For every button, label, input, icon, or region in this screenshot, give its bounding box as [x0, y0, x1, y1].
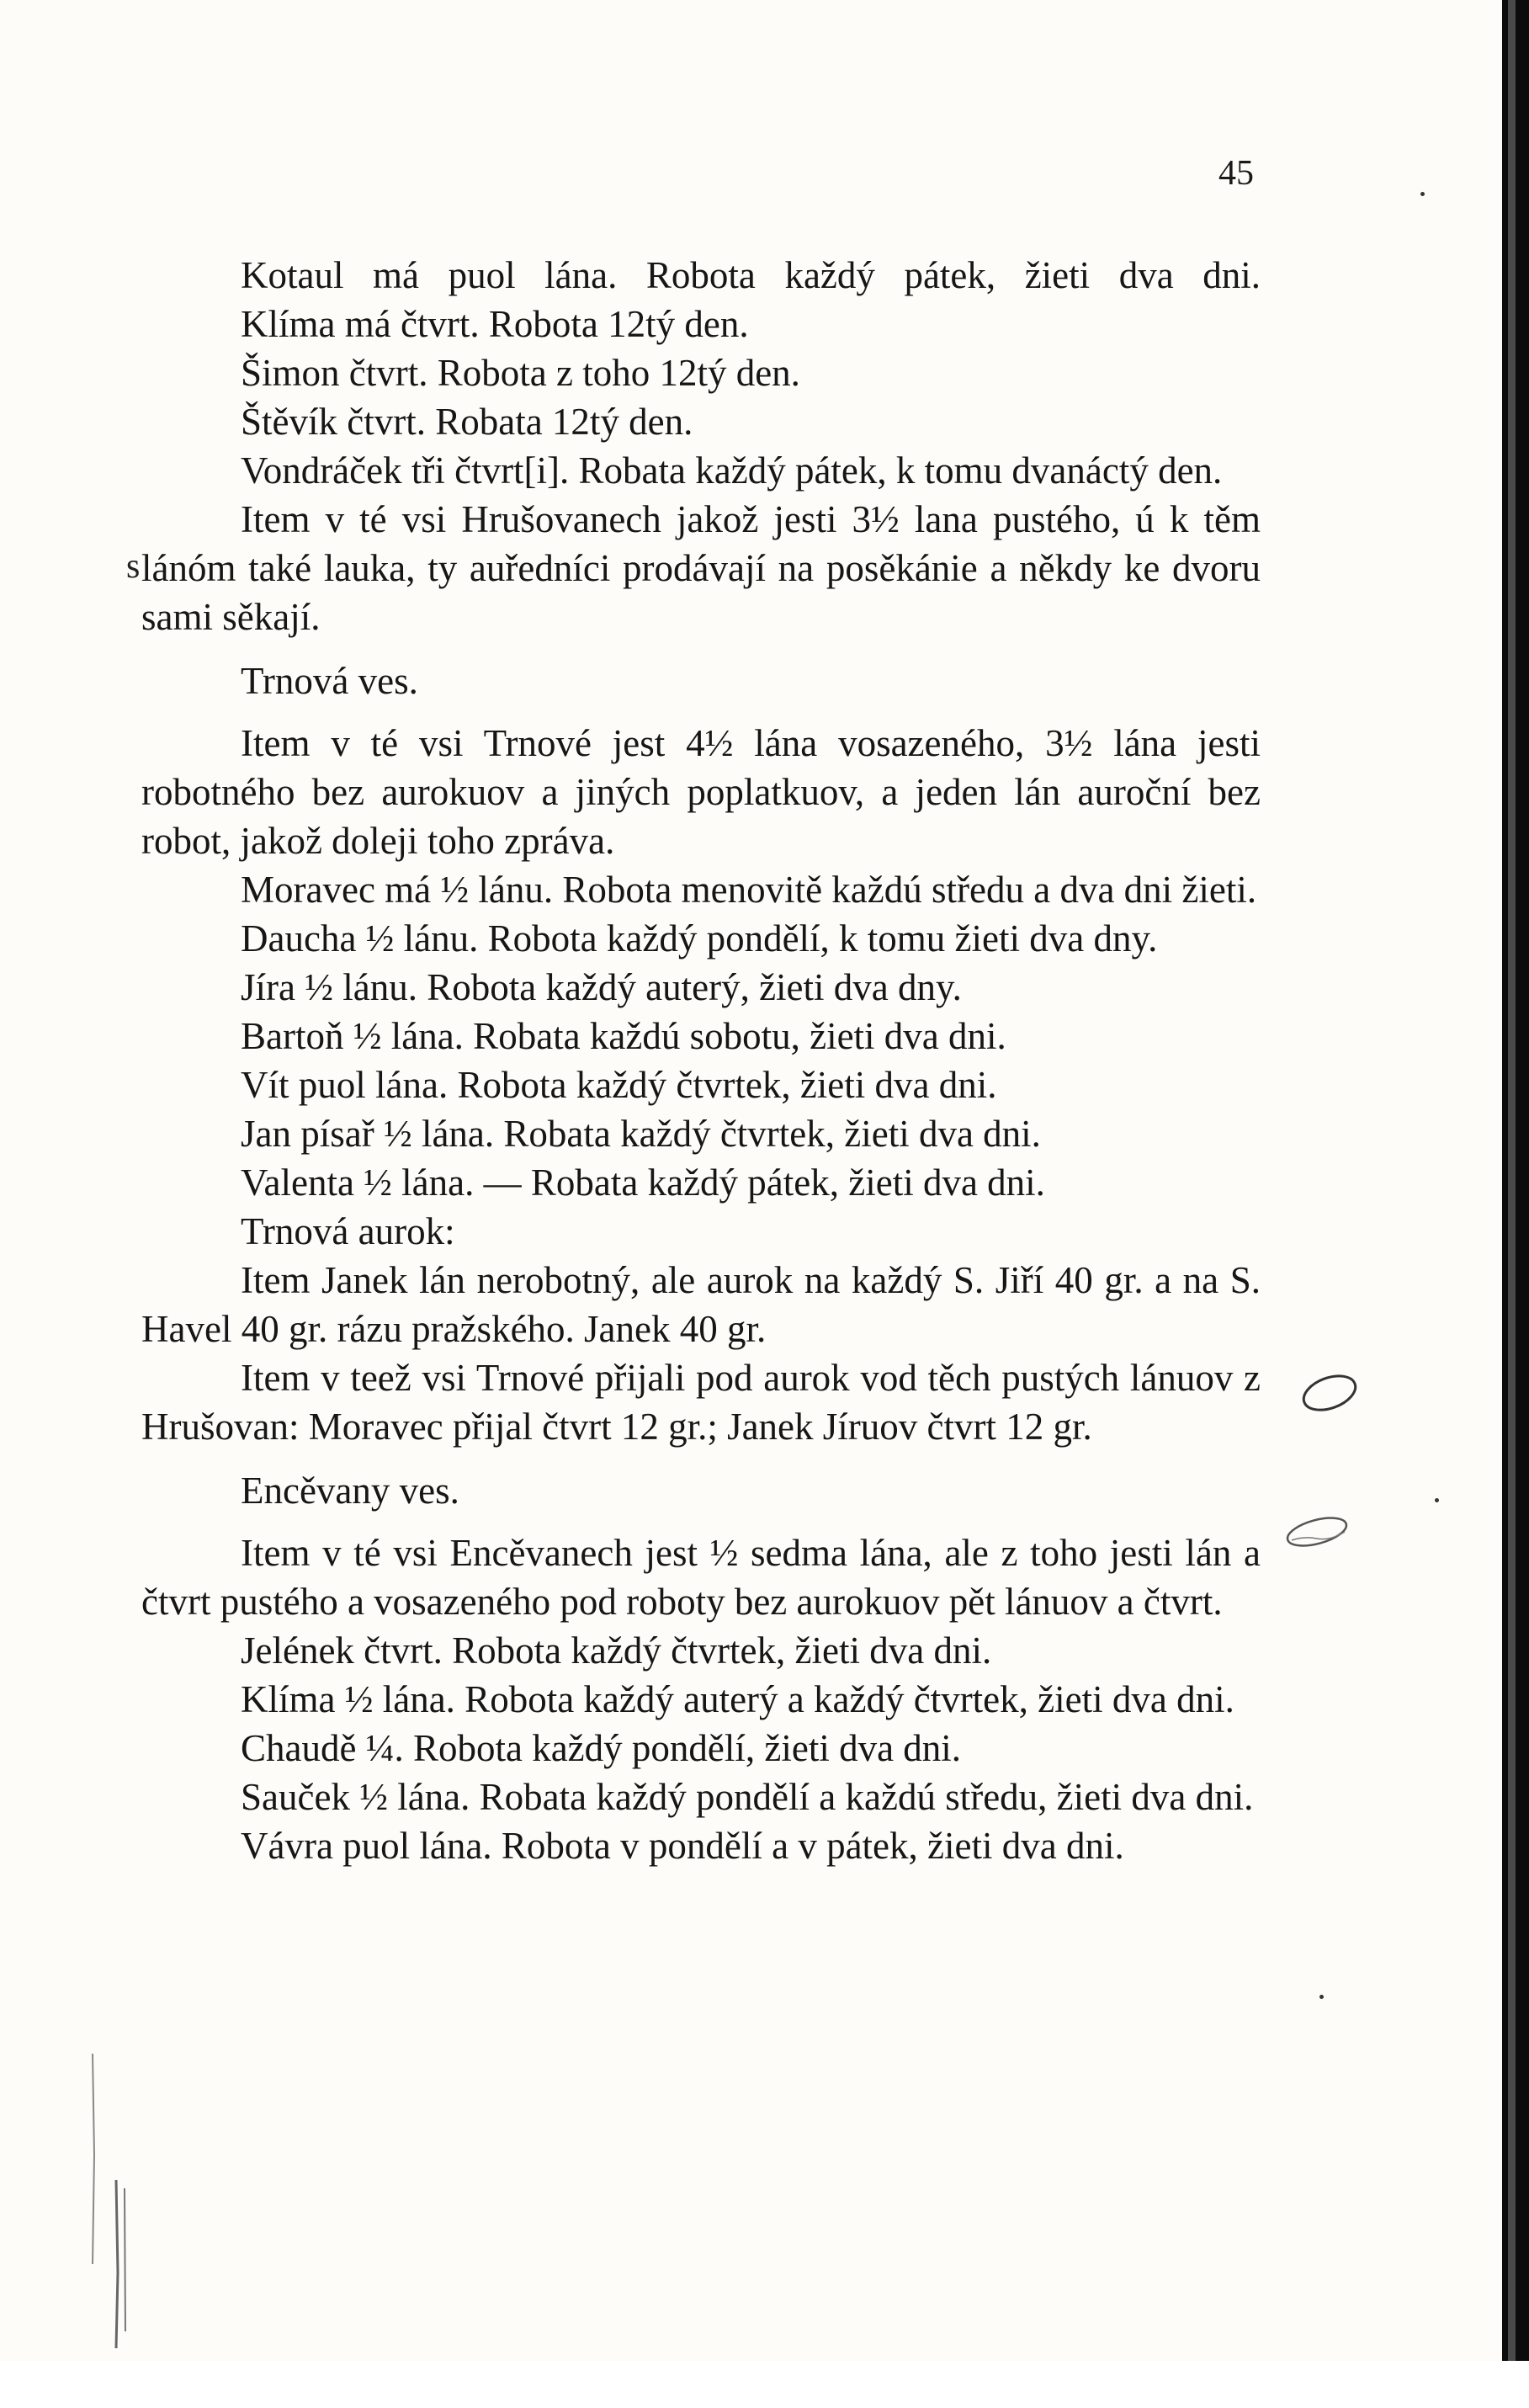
paragraph-stevik: Štěvík čtvrt. Robata 12tý den.	[241, 401, 693, 443]
paragraph-jira: Jíra ½ lánu. Robota každý auterý, žieti dva dny.	[241, 966, 962, 1008]
paragraph-simon: Šimon čtvrt. Robota z toho 12tý den.	[241, 352, 800, 394]
paragraph-klima: Klíma má čtvrt. Robota 12tý den.	[241, 303, 749, 345]
paragraph-jan-pisar: Jan písař ½ lána. Robata každý čtvrtek, žieti dva dni.	[241, 1113, 1041, 1155]
paragraph-trnova-item: Item v té vsi Trnové jest 4½ lána vosazeného, 3½ lána jesti robotného bez aurokuov a jiných poplatkuov, a jeden lán auroční bez robot, jakož doleji toho zpráva.	[141, 722, 1261, 862]
speck	[1319, 1995, 1324, 1999]
paragraph-daucha: Daucha ½ lánu. Robota každý pondělí, k tomu žieti dva dny.	[241, 917, 1158, 959]
page-body	[141, 251, 1261, 1870]
margin-note: s	[126, 547, 141, 586]
paragraph-klima-2: Klíma ½ lána. Robota každý auterý a každý čtvrtek, žieti dva dni.	[241, 1678, 1234, 1720]
page-number: 45	[1218, 154, 1254, 193]
paragraph-moravec: Moravec má ½ lánu. Robota menovitě každú středu a dva dni žieti.	[241, 869, 1257, 911]
paragraph-vavra: Vávra puol lána. Robota v pondělí a v pátek, žieti dva dni.	[241, 1825, 1124, 1867]
paragraph-kotaul: Kotaul má puol lána. Robota každý pátek, žieti dva dni.	[241, 254, 1261, 296]
pencil-oval-mark	[1279, 1507, 1355, 1557]
paragraph-hrusovany-item: Item v té vsi Hrušovanech jakož jesti 3½ lana pustého, ú k těm lánóm také lauka, ty auředníci prodávají na posěkánie a někdy ke dvoru sami sěkají.	[141, 498, 1261, 638]
speck	[1420, 192, 1425, 196]
paragraph-trnova-prijali: Item v teež vsi Trnové přijali pod aurok vod těch pustých lánuov z Hrušovan: Moravec přijal čtvrt 12 gr.; Janek Jíruov čtvrt 12 gr.	[141, 1357, 1261, 1448]
speck	[1435, 1498, 1439, 1502]
binding-edge-marks	[84, 2054, 135, 2357]
scan-edge	[1502, 0, 1529, 2361]
paragraph-jelenek: Jelének čtvrt. Robota každý čtvrtek, žieti dva dni.	[241, 1629, 992, 1672]
paragraph-chaude: Chaudě ¼. Robota každý pondělí, žieti dva dni.	[241, 1727, 962, 1769]
paragraph-vondracek: Vondráček tři čtvrt[i]. Robata každý pátek, k tomu dvanáctý den.	[241, 449, 1223, 492]
heading-encevany-ves: Encěvany ves.	[241, 1470, 459, 1512]
paragraph-trnova-aurok: Trnová aurok:	[241, 1210, 455, 1252]
heading-trnova-ves: Trnová ves.	[241, 660, 418, 702]
paragraph-saucek: Sauček ½ lána. Robata každý pondělí a každú středu, žieti dva dni.	[241, 1776, 1254, 1818]
paragraph-valenta: Valenta ½ lána. — Robata každý pátek, žieti dva dni.	[241, 1161, 1045, 1204]
paragraph-janek: Item Janek lán nerobotný, ale aurok na každý S. Jiří 40 gr. a na S. Havel 40 gr. rázu pražského. Janek 40 gr.	[141, 1259, 1261, 1350]
paragraph-barton: Bartoň ½ lána. Robata každú sobotu, žieti dva dni.	[241, 1015, 1006, 1057]
pencil-circle-mark	[1296, 1368, 1363, 1418]
paragraph-vit: Vít puol lána. Robota každý čtvrtek, žieti dva dni.	[241, 1064, 997, 1106]
paragraph-encevany-item: Item v té vsi Encěvanech jest ½ sedma lána, ale z toho jesti lán a čtvrt pustého a vosazeného pod roboty bez aurokuov pět lánuov a čtvrt.	[141, 1532, 1261, 1623]
